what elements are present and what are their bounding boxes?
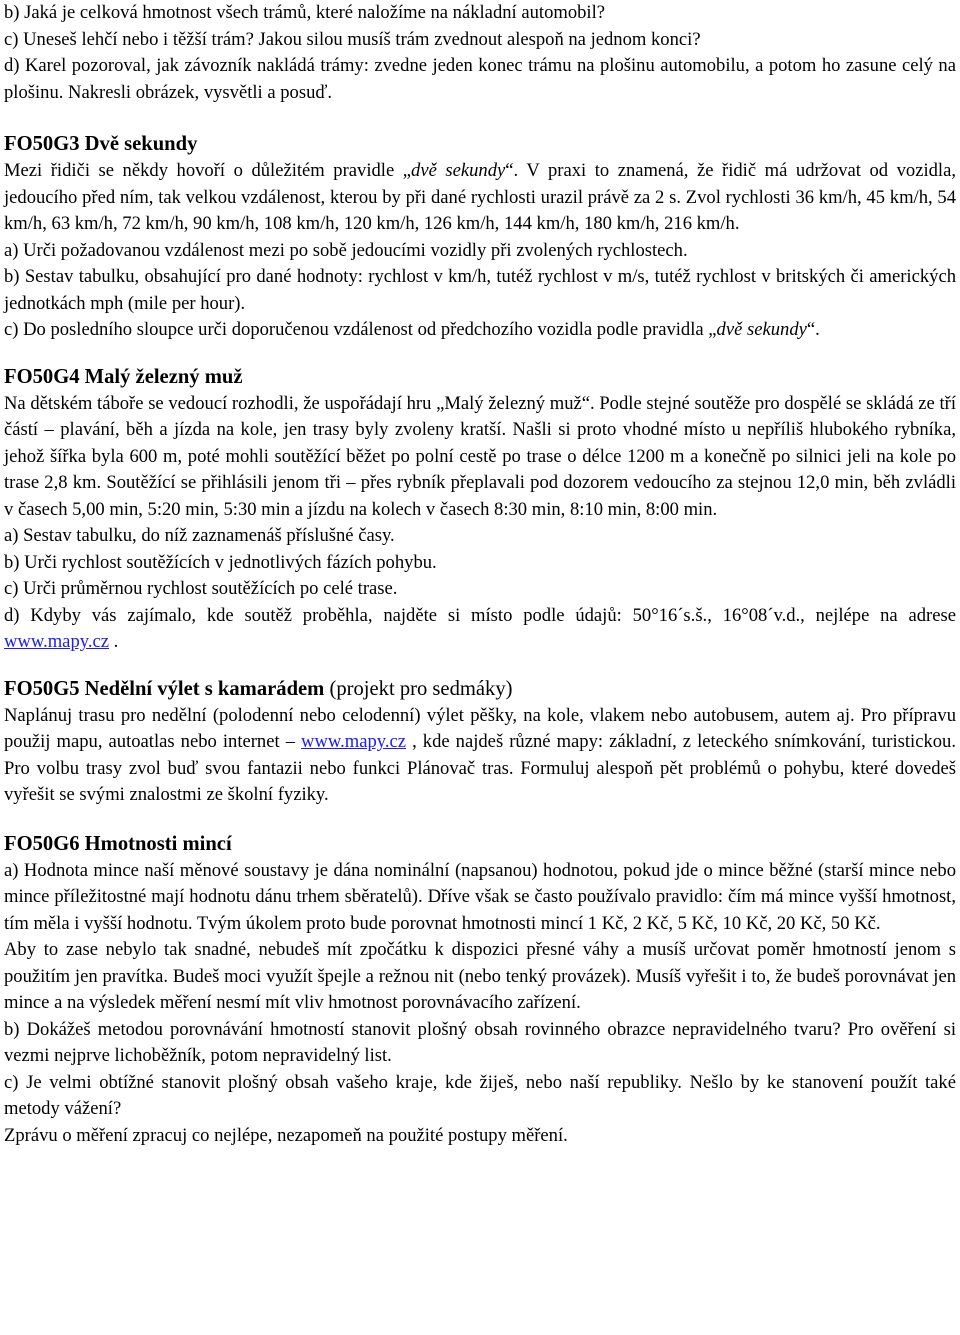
section-heading-g5: FO50G5 Nedělní výlet s kamarádem (projekt pro sedmáky) [4, 677, 513, 700]
mapy-link[interactable]: www.mapy.cz [4, 631, 109, 652]
task-c-text: c) Uneseš lehčí nebo i těžší trám? Jakou silou musíš trám zvednout alespoň na jednom konci? [4, 28, 701, 50]
g3-task-a: a) Urči požadovanou vzdálenost mezi po sobě jedoucími vozidly při zvolených rychlostech. [4, 239, 688, 261]
g3-task-b: b) Sestav tabulku, obsahující pro dané hodnoty: rychlost v km/h, tutéž rychlost v m/s, tutéž rychlost v britských či amerických jednotkách mph (mile per hour). [4, 266, 956, 314]
g6-task-a: a) Hodnota mince naší měnové soustavy je dána nominální (napsanou) hodnotou, pokud jde o mince běžné (starší mince nebo mince příležitostné mají hodnotu dánu trhem sběratelů). Dříve však se často používalo pravidlo: čím má mince vyšší hmotnost, tím měla i vyšší hodnotu. Tvým úkolem proto bude porovnat hmotnosti mincí 1 Kč, 2 Kč, 5 Kč, 10 Kč, 20 Kč, 50 Kč. [4, 859, 956, 934]
g6-task-c: c) Je velmi obtížné stanovit plošný obsah vašeho kraje, kde žiješ, nebo naší republiky. Nešlo by ke stanovení použít také metody vážení? [4, 1071, 956, 1119]
g4-task-a: a) Sestav tabulku, do níž zaznamenáš příslušné časy. [4, 525, 395, 546]
mapy-link-2[interactable]: www.mapy.cz [301, 731, 407, 752]
g4-task-c: c) Urči průměrnou rychlost soutěžících po celé trase. [4, 578, 398, 599]
task-b-text: b) Jaká je celková hmotnost všech trámů, které naložíme na nákladní automobil? [4, 2, 606, 23]
g6-closing-paragraph: Zprávu o měření zpracuj co nejlépe, nezapomeň na použité postupy měření. [4, 1124, 568, 1146]
g4-intro-paragraph: Na dětském táboře se vedoucí rozhodli, že uspořádají hru „Malý železný muž“. Podle stejné soutěže pro dospělé se skládá ze tří částí – plavání, běh a jízda na kole, jen trasy byly zvoleny kratší. Našli si proto vhodné místo u nepříliš hlubokého rybníka, jehož šířka byla 600 m, poté mohli soutěžící běžet po polní cestě po trase o délce 1200 m a konečně po silnici jeli na kole po trase 2,8 km. Soutěžící se přihlásili jenom tři – přes rybník přeplavali pod dozorem vedoucího za stejnou 12,0 min, běh zvládli v časech 5,00 min, 5:20 min, 5:30 min a jízdu na kolech v časech 8:30 min, 8:10 min, 8:00 min. [4, 392, 956, 520]
g6-paragraph-2: Aby to zase nebylo tak snadné, nebudeš mít zpočátku k dispozici přesné váhy a musíš určovat poměr hmotností jenom s použitím jen pravítka. Budeš moci využít špejle a režnou nit (nebo tenký provázek). Musíš vyřešit i to, že budeš porovnávat jen mince a na výsledek měření nesmí mít vliv hmotnost porovnávacího zařízení. [4, 939, 956, 1013]
g6-task-b: b) Dokážeš metodou porovnávání hmotností stanovit plošný obsah rovinného obrazce nepravidelného tvaru? Pro ověření si vezmi nejprve lichoběžník, potom nepravidelný list. [4, 1018, 956, 1066]
g4-task-b: b) Urči rychlost soutěžících v jednotlivých fázích pohybu. [4, 551, 437, 573]
section-heading-g3: FO50G3 Dvě sekundy [4, 133, 198, 155]
g4-task-d: d) Kdyby vás zajímalo, kde soutěž proběhla, najděte si místo podle údajů: 50°16´s.š., 16°08´v.d., nejlépe na adrese www.mapy.cz . [4, 604, 956, 652]
section-heading-g6: FO50G6 Hmotnosti mincí [4, 832, 232, 855]
g5-paragraph: Naplánuj trasu pro nedělní (polodenní nebo celodenní) výlet pěšky, na kole, vlakem nebo autobusem, autem aj. Pro přípravu použij mapu, autoatlas nebo internet – www.mapy.cz , kde najdeš různé mapy: základní, z leteckého snímkování, turistickou. Pro volbu trasy zvol buď svou fantazii nebo funkci Plánovač tras. Formuluj alespoň pět problémů o pohybu, které dovedeš vyřešit se svými znalostmi ze školní fyziky. [4, 704, 956, 805]
g3-intro-paragraph: Mezi řidiči se někdy hovoří o důležitém pravidle „dvě sekundy“. V praxi to znamená, že řidič má udržovat od vozidla, jedoucího před ním, tak velkou vzdálenost, kterou by při dané rychlosti urazil právě za 2 s. Zvol rychlosti 36 km/h, 45 km/h, 54 km/h, 63 km/h, 72 km/h, 90 km/h, 108 km/h, 120 km/h, 126 km/h, 144 km/h, 180 km/h, 216 km/h. [4, 160, 956, 234]
section-heading-g4: FO50G4 Malý železný muž [4, 365, 243, 388]
g3-task-c: c) Do posledního sloupce urči doporučenou vzdálenost od předchozího vozidla podle pravidla „dvě sekundy“. [4, 319, 820, 340]
task-d-text: d) Karel pozoroval, jak závozník nakládá trámy: zvedne jeden konec trámu na plošinu automobilu, a potom ho zasune celý na plošinu. Nakresli obrázek, vysvětli a posuď. [4, 55, 956, 103]
